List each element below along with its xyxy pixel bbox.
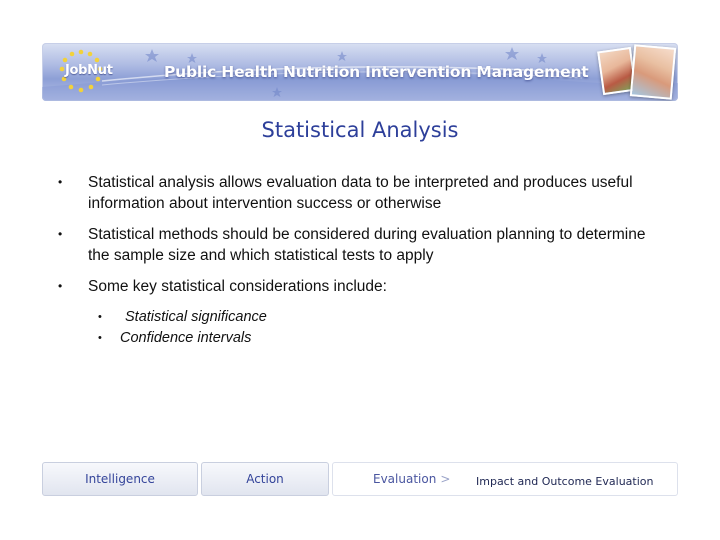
bullet-text: Statistical methods should be considered during evaluation planning to determine the sample size and which statistical tests to apply [88,226,646,264]
tab-evaluation-label [373,472,450,486]
slide-title: Statistical Analysis [261,118,459,142]
bullet-list [58,172,668,349]
sub-bullet-dot: • [98,311,102,323]
sub-bullet-text: Confidence intervals [120,330,252,346]
sub-bullet-text: Statistical significance [125,309,267,325]
app-title: Public Health Nutrition Intervention Management [164,63,589,81]
tab-evaluation-text: Evaluation [373,472,437,486]
sub-bullet-list [58,307,668,349]
bullet-dot: • [58,279,63,293]
tab-intelligence[interactable] [42,462,198,496]
chevron-right-icon: > [440,472,451,486]
bullet-item [58,276,668,297]
tab-intelligence-label: Intelligence [85,472,155,486]
jobnut-logo [52,47,113,97]
header-banner [42,43,678,101]
sub-bullet-dot: • [98,332,102,344]
logo-text: JobNut [65,63,113,78]
bullet-item [58,224,668,266]
sub-bullet-item [58,328,668,349]
bullet-dot: • [58,227,63,241]
bullet-text: Statistical analysis allows evaluation data to be interpreted and produces useful information about intervention success or otherwise [88,174,633,212]
bullet-item [58,172,668,214]
photo-thumbnail-child [630,44,676,99]
sub-bullet-item [58,307,668,328]
section-nav [42,462,678,498]
tab-evaluation-sublabel: Impact and Outcome Evaluation [476,475,654,488]
tab-action[interactable] [201,462,329,496]
tab-action-label: Action [246,472,284,486]
bullet-dot: • [58,175,63,189]
bullet-text: Some key statistical considerations include: [88,278,387,295]
tab-evaluation[interactable] [332,462,678,496]
